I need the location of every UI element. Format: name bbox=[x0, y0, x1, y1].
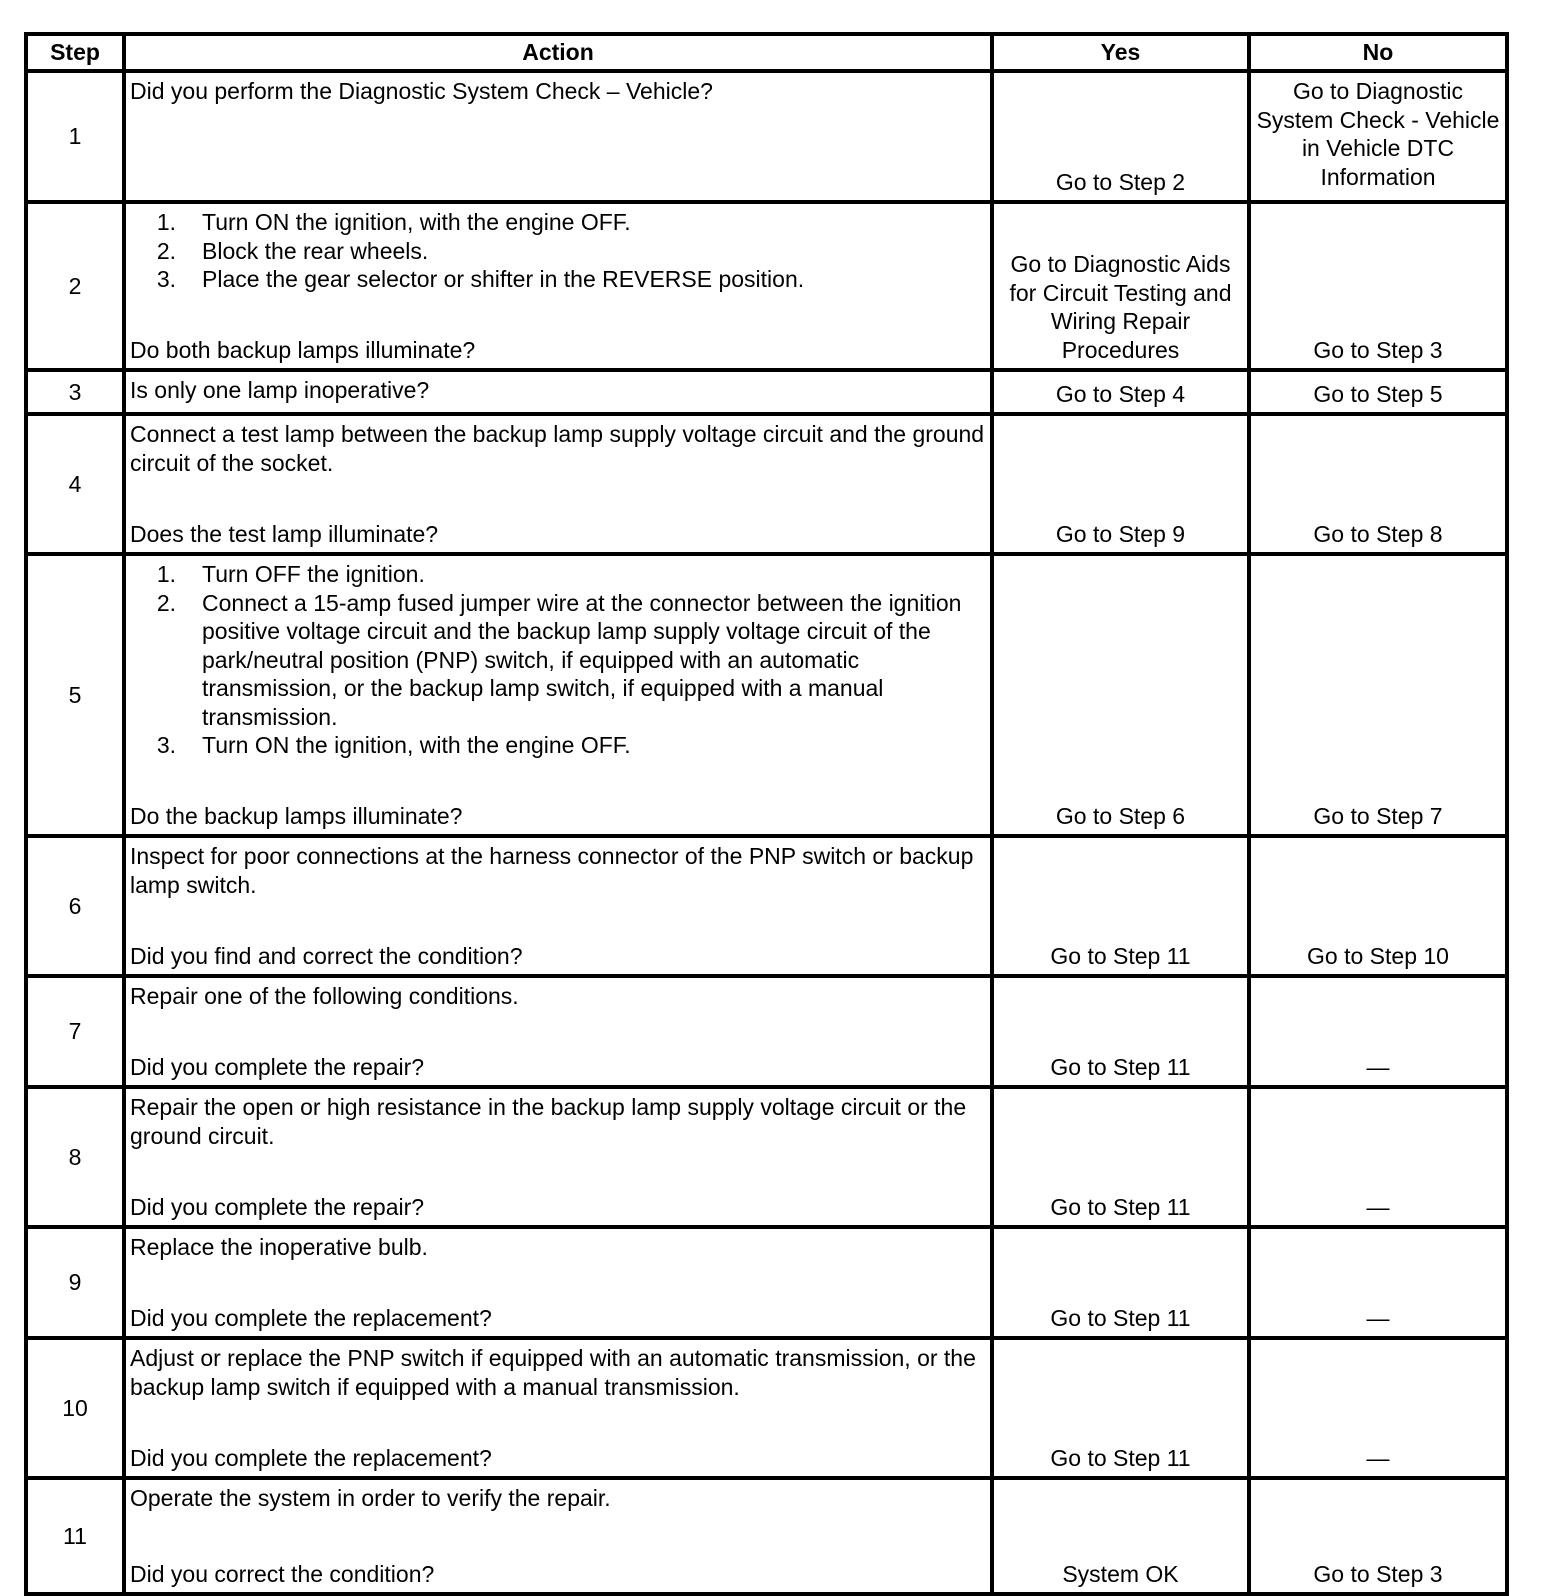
action-instruction: Inspect for poor connections at the harness connector of the PNP switch or backup lamp switch. bbox=[130, 843, 974, 898]
action-top bbox=[130, 208, 986, 294]
header-yes: Yes bbox=[992, 34, 1249, 71]
action-top bbox=[130, 1344, 986, 1401]
step-number: 4 bbox=[26, 414, 124, 554]
no-outcome: Go to Step 8 bbox=[1249, 414, 1507, 554]
step-number: 5 bbox=[26, 554, 124, 836]
action-content bbox=[130, 982, 986, 1081]
table-row bbox=[26, 1338, 1507, 1478]
action-cell bbox=[124, 370, 992, 414]
action-top bbox=[130, 1233, 986, 1262]
substep-list bbox=[130, 560, 986, 760]
table-row bbox=[26, 1087, 1507, 1227]
table-body bbox=[26, 71, 1507, 1594]
step-number: 1 bbox=[26, 71, 124, 202]
action-question: Did you complete the repair? bbox=[130, 1193, 425, 1220]
substep-text: Turn ON the ignition, with the engine OFF. bbox=[202, 732, 631, 758]
step-number: 7 bbox=[26, 976, 124, 1087]
yes-outcome: Go to Step 11 bbox=[992, 1338, 1249, 1478]
substep-number: 3. bbox=[156, 732, 176, 758]
substep-item bbox=[130, 731, 986, 760]
no-outcome: Go to Step 5 bbox=[1249, 370, 1507, 414]
diagnostic-table bbox=[24, 32, 1509, 1596]
action-content bbox=[130, 376, 986, 408]
step-number: 8 bbox=[26, 1087, 124, 1227]
yes-outcome: Go to Step 11 bbox=[992, 976, 1249, 1087]
action-cell bbox=[124, 202, 992, 370]
action-cell bbox=[124, 836, 992, 976]
action-cell bbox=[124, 554, 992, 836]
action-instruction: Connect a test lamp between the backup lamp supply voltage circuit and the ground circuit of the socket. bbox=[130, 421, 985, 476]
no-outcome: — bbox=[1249, 976, 1507, 1087]
substep-number: 2. bbox=[156, 237, 176, 264]
table-row bbox=[26, 202, 1507, 370]
action-question: Did you complete the replacement? bbox=[130, 1304, 492, 1331]
no-outcome: Go to Step 3 bbox=[1249, 202, 1507, 370]
no-outcome: Go to Step 3 bbox=[1249, 1478, 1507, 1594]
action-instruction: Did you perform the Diagnostic System Check – Vehicle? bbox=[130, 78, 713, 104]
action-content bbox=[130, 842, 986, 970]
yes-outcome: Go to Step 6 bbox=[992, 554, 1249, 836]
yes-outcome: Go to Diagnostic Aids for Circuit Testing and Wiring Repair Procedures bbox=[992, 202, 1249, 370]
action-question: Did you find and correct the condition? bbox=[130, 942, 523, 969]
step-number: 2 bbox=[26, 202, 124, 370]
table-row bbox=[26, 554, 1507, 836]
header-step: Step bbox=[26, 34, 124, 71]
action-cell bbox=[124, 976, 992, 1087]
action-cell bbox=[124, 1478, 992, 1594]
substep-text: Turn OFF the ignition. bbox=[202, 561, 425, 587]
substep-text: Connect a 15-amp fused jumper wire at the connector between the ignition positive voltage circuit and the backup lamp supply voltage circuit of the park/neutral position (PNP) switch, if equipped with an automatic transmission, or the backup lamp switch, if equipped with a manual transmission. bbox=[202, 589, 962, 730]
action-content bbox=[130, 1484, 986, 1588]
substep-text: Turn ON the ignition, with the engine OFF. bbox=[202, 209, 631, 235]
substep-item bbox=[130, 560, 986, 589]
no-outcome: — bbox=[1249, 1227, 1507, 1338]
yes-outcome: Go to Step 11 bbox=[992, 1087, 1249, 1227]
action-instruction: Adjust or replace the PNP switch if equipped with an automatic transmission, or the backup lamp switch if equipped with a manual transmission. bbox=[130, 1345, 976, 1400]
no-outcome: — bbox=[1249, 1087, 1507, 1227]
action-top bbox=[130, 420, 986, 477]
substep-number: 3. bbox=[156, 266, 176, 292]
action-instruction: Repair one of the following conditions. bbox=[130, 983, 519, 1009]
yes-outcome: System OK bbox=[992, 1478, 1249, 1594]
action-instruction: Repair the open or high resistance in the backup lamp supply voltage circuit or the ground circuit. bbox=[130, 1094, 967, 1149]
action-question: Do both backup lamps illuminate? bbox=[130, 336, 476, 363]
step-number: 3 bbox=[26, 370, 124, 414]
substep-number: 2. bbox=[156, 589, 176, 616]
table-row bbox=[26, 414, 1507, 554]
step-number: 11 bbox=[26, 1478, 124, 1594]
table-row bbox=[26, 71, 1507, 202]
no-outcome: Go to Step 7 bbox=[1249, 554, 1507, 836]
table-row bbox=[26, 976, 1507, 1087]
action-instruction: Replace the inoperative bulb. bbox=[130, 1234, 428, 1260]
yes-outcome: Go to Step 9 bbox=[992, 414, 1249, 554]
table-row bbox=[26, 836, 1507, 976]
action-instruction: Is only one lamp inoperative? bbox=[130, 377, 430, 403]
action-top bbox=[130, 560, 986, 760]
action-cell bbox=[124, 1338, 992, 1478]
step-number: 6 bbox=[26, 836, 124, 976]
action-top bbox=[130, 1484, 986, 1513]
action-question: Do the backup lamps illuminate? bbox=[130, 802, 463, 829]
no-outcome: — bbox=[1249, 1338, 1507, 1478]
action-instruction: Operate the system in order to verify the repair. bbox=[130, 1485, 611, 1511]
substep-item bbox=[130, 589, 986, 732]
action-content bbox=[130, 1233, 986, 1332]
table-row bbox=[26, 1478, 1507, 1594]
yes-outcome: Go to Step 11 bbox=[992, 836, 1249, 976]
action-question: Does the test lamp illuminate? bbox=[130, 520, 439, 547]
action-cell bbox=[124, 71, 992, 202]
yes-outcome: Go to Step 11 bbox=[992, 1227, 1249, 1338]
step-number: 10 bbox=[26, 1338, 124, 1478]
action-content bbox=[130, 1344, 986, 1472]
action-content bbox=[130, 77, 986, 196]
substep-number: 1. bbox=[156, 209, 176, 235]
action-content bbox=[130, 560, 986, 830]
action-content bbox=[130, 1093, 986, 1221]
yes-outcome: Go to Step 2 bbox=[992, 71, 1249, 202]
no-outcome: Go to Diagnostic System Check - Vehicle in Vehicle DTC Information bbox=[1249, 71, 1507, 202]
substep-text: Place the gear selector or shifter in the REVERSE position. bbox=[202, 266, 805, 292]
substep-number: 1. bbox=[156, 561, 176, 587]
action-top bbox=[130, 77, 986, 106]
header-row bbox=[26, 34, 1507, 71]
table-row bbox=[26, 370, 1507, 414]
substep-item bbox=[130, 265, 986, 294]
substep-item bbox=[130, 237, 986, 266]
no-outcome: Go to Step 10 bbox=[1249, 836, 1507, 976]
action-cell bbox=[124, 1227, 992, 1338]
action-top bbox=[130, 376, 986, 405]
substep-item bbox=[130, 208, 986, 237]
yes-outcome: Go to Step 4 bbox=[992, 370, 1249, 414]
step-number: 9 bbox=[26, 1227, 124, 1338]
action-top bbox=[130, 842, 986, 899]
header-no: No bbox=[1249, 34, 1507, 71]
substep-list bbox=[130, 208, 986, 294]
action-top bbox=[130, 982, 986, 1011]
action-question: Did you correct the condition? bbox=[130, 1560, 435, 1587]
action-top bbox=[130, 1093, 986, 1150]
action-question: Did you complete the repair? bbox=[130, 1053, 425, 1080]
action-content bbox=[130, 208, 986, 364]
action-cell bbox=[124, 1087, 992, 1227]
substep-text: Block the rear wheels. bbox=[202, 237, 429, 264]
header-action: Action bbox=[124, 34, 992, 71]
table-row bbox=[26, 1227, 1507, 1338]
action-question: Did you complete the replacement? bbox=[130, 1444, 492, 1471]
action-cell bbox=[124, 414, 992, 554]
action-content bbox=[130, 420, 986, 548]
